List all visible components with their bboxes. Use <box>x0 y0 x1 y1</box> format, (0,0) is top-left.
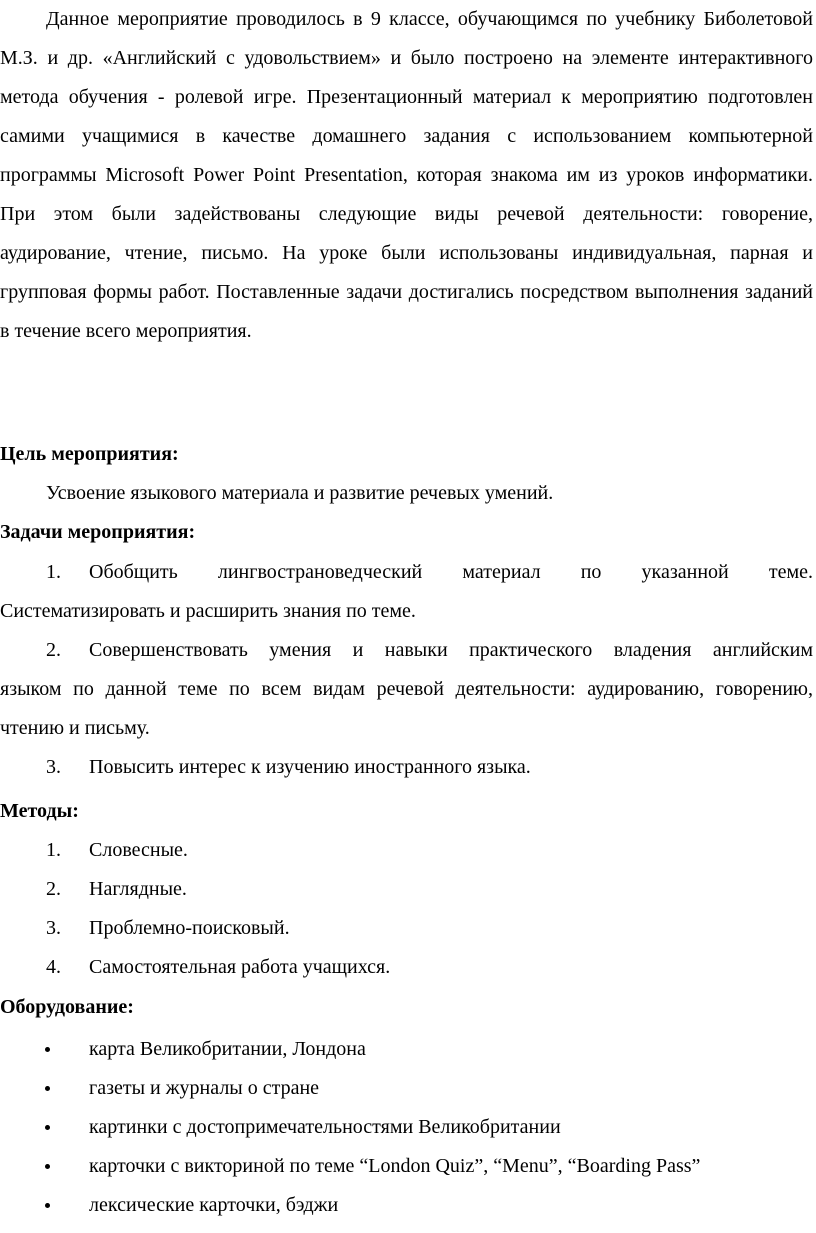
task-item-continuation: языком по данной теме по всем видам речевой деятельности: аудированию, говорению, чтению и письму. <box>0 678 813 739</box>
method-item-number: 3. <box>46 917 61 939</box>
method-item-text: Наглядные. <box>89 878 187 900</box>
equipment-item-text: лексические карточки, бэджи <box>89 1194 339 1216</box>
intro-paragraph: Данное мероприятие проводилось в 9 классе, обучающимся по учебнику Биболетовой М.З. и др. «Английский с удовольствием» и было построено на элементе интерактивного метода обучения - ролевой игре. Презентационный материал к мероприятию подготовлен самими учащимися в качестве домашнего задания с использованием компьютерной программы Microsoft Power Point Presentation, которая знакома им из уроков информатики. При этом были задействованы следующие виды речевой деятельности: говорение, аудирование, чтение, письмо. На уроке были использованы индивидуальная, парная и групповая формы работ. Поставленные задачи достигались посредством выполнения заданий в течение всего мероприятия. <box>0 8 813 342</box>
task-item <box>0 748 813 787</box>
method-item-text: Проблемно-поисковый. <box>89 917 290 939</box>
goal-heading: Цель мероприятия: <box>0 443 179 465</box>
task-item-text: Повысить интерес к изучению иностранного языка. <box>89 756 531 778</box>
method-item-number: 2. <box>46 878 61 900</box>
bullet-icon <box>45 1086 50 1091</box>
method-item-number: 4. <box>46 956 61 978</box>
task-item-text: Обобщить лингвострановедческий материал по указанной теме. <box>89 561 813 583</box>
method-item <box>0 909 813 948</box>
goal-text: Усвоение языкового материала и развитие речевых умений. <box>46 482 554 504</box>
equipment-item-text: картинки с достопримечательностями Великобритании <box>89 1116 561 1138</box>
task-item-first-line <box>0 553 813 592</box>
method-item <box>0 831 813 870</box>
tasks-heading: Задачи мероприятия: <box>0 521 196 543</box>
equipment-heading: Оборудование: <box>0 996 134 1018</box>
method-item-number: 1. <box>46 839 61 861</box>
method-item-text: Самостоятельная работа учащихся. <box>89 956 391 978</box>
method-item <box>0 948 813 987</box>
task-item-first-line <box>0 748 813 787</box>
equipment-item-text: карточки с викториной по теме “London Quiz”, “Menu”, “Boarding Pass” <box>89 1155 701 1177</box>
task-item-number: 1. <box>46 561 61 583</box>
task-item-number: 3. <box>46 756 61 778</box>
equipment-item-text: карта Великобритании, Лондона <box>89 1038 366 1060</box>
equipment-item-text: газеты и журналы о стране <box>89 1077 320 1099</box>
bullet-icon <box>45 1203 50 1208</box>
method-item-text: Словесные. <box>89 839 188 861</box>
task-item-first-line <box>0 631 813 670</box>
task-item-continuation: Систематизировать и расширить знания по теме. <box>0 600 416 622</box>
bullet-icon <box>45 1164 50 1169</box>
bullet-icon <box>45 1125 50 1130</box>
task-item <box>0 553 813 631</box>
methods-heading: Методы: <box>0 800 79 822</box>
bullet-icon <box>45 1047 50 1052</box>
task-item <box>0 631 813 748</box>
method-item <box>0 870 813 909</box>
task-item-number: 2. <box>46 639 61 661</box>
task-item-text: Совершенствовать умения и навыки практического владения английским <box>89 639 813 661</box>
